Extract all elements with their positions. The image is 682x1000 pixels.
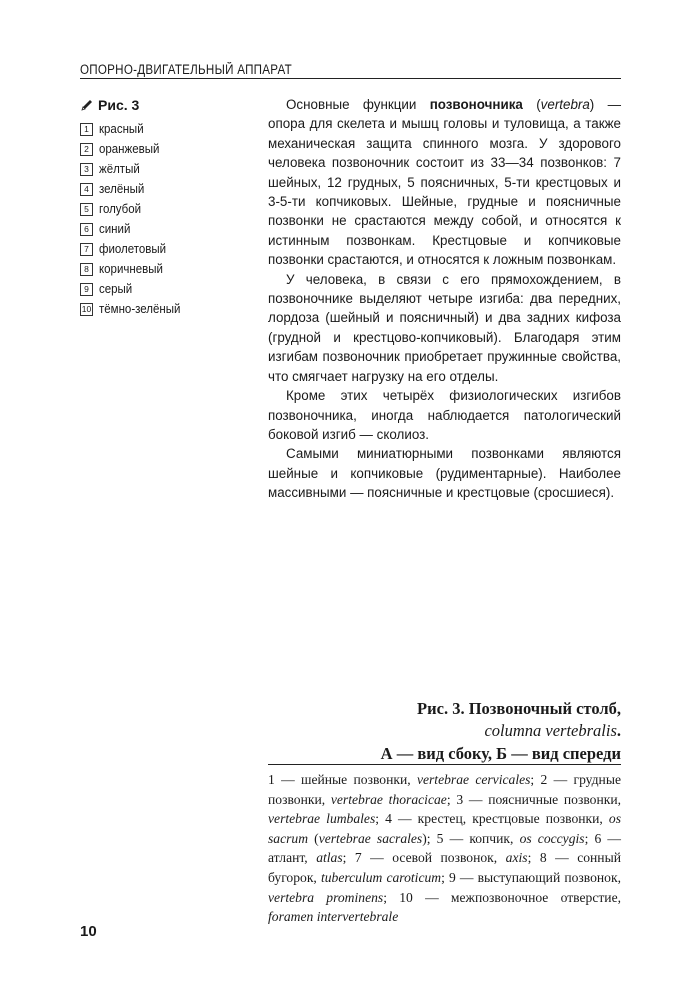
- legend-title: [80, 97, 250, 113]
- legend-number-box: 6: [80, 223, 93, 236]
- caption-latin-end: .: [616, 721, 621, 740]
- legend-item: [80, 219, 250, 239]
- legend-color-label: тёмно-зелёный: [99, 302, 181, 316]
- legend-color-label: коричневый: [99, 262, 163, 276]
- text-run: Основные функции: [286, 97, 430, 112]
- text-run: ) — опора для скелета и мышц головы и туловища, а также механическая защита спинного мозга. У здорового человека позвоночник состоит из 33—34 позвонков: 7 шейных, 12 грудных, 5 поясничных, 5-ти крестцовых и 3-5-ти копчиковых. Шейные, грудные и поясничные позвонки не срастаются между собой, и относятся к истинным позвонкам. Крестцовые и копчиковые позвонки срастаются, и относятся к ложным позвонкам.: [268, 97, 621, 268]
- latin-term: vertebra: [540, 97, 590, 112]
- legend-number-box: 4: [80, 183, 93, 196]
- text-run: ; 10 — межпозвоночное отверстие,: [383, 889, 622, 905]
- caption-views: А — вид сбоку, Б — вид спереди: [380, 744, 621, 763]
- text-run: ; 2 — грудные позвонки,: [268, 772, 621, 807]
- text-run: ; 8 — сонный бугорок,: [268, 850, 621, 885]
- legend-color-label: голубой: [99, 202, 142, 216]
- legend-number-box: 9: [80, 283, 93, 296]
- legend-title-text: Рис. 3: [98, 97, 140, 113]
- text-run: (: [522, 97, 541, 112]
- paragraph: Кроме этих четырёх физиологических изгибов позвоночника, иногда наблюдается патологический боковой изгиб — сколиоз.: [268, 388, 621, 442]
- legend-color-label: серый: [99, 282, 133, 296]
- text-run: ; 3 — поясничные позвонки,: [446, 791, 621, 807]
- text-run: ; 7 — осевой позвонок,: [342, 850, 506, 866]
- legend-number-box: 5: [80, 203, 93, 216]
- legend-number-box: 3: [80, 163, 93, 176]
- color-legend: [80, 97, 250, 319]
- latin-term: os coccygis: [519, 830, 585, 846]
- latin-term: vertebrae thoracicae: [330, 791, 447, 807]
- legend-item: [80, 199, 250, 219]
- figure-caption: [268, 698, 621, 766]
- latin-term: vertebrae lumbales: [268, 811, 376, 827]
- legend-item: [80, 299, 250, 319]
- caption-rule: [268, 764, 621, 765]
- paragraph: У человека, в связи с его прямохождением, в позвоночнике выделяют четыре изгиба: два передних, лордоза (шейный и поясничный) и два задних кифоза (грудной и крестцово-копчиковый). Благодаря этим изгибам позвоночник приобретает пружинные свойства, что смягчает нагрузку на его отделы.: [268, 271, 621, 384]
- caption-title: Рис. 3. Позвоночный столб,: [417, 699, 621, 718]
- latin-term: foramen intervertebrale: [268, 909, 399, 925]
- latin-term: os sacrum: [268, 811, 621, 846]
- legend-number-box: 1: [80, 123, 93, 136]
- legend-item: [80, 139, 250, 159]
- bold-term: позвоночника: [429, 97, 523, 112]
- legend-item: [80, 179, 250, 199]
- caption-latin: columna vertebralis: [484, 721, 617, 740]
- legend-color-label: красный: [99, 122, 144, 136]
- legend-color-label: жёлтый: [99, 162, 140, 176]
- legend-color-label: оранжевый: [99, 142, 160, 156]
- legend-list: [80, 119, 250, 319]
- legend-item: [80, 259, 250, 279]
- text-run: ); 5 — копчик,: [422, 830, 520, 846]
- latin-term: axis: [505, 850, 528, 866]
- text-run: 1 — шейные позвонки,: [268, 772, 417, 787]
- latin-term: vertebra prominens: [268, 889, 384, 905]
- legend-number-box: 8: [80, 263, 93, 276]
- text-run: (: [308, 830, 319, 846]
- legend-color-label: зелёный: [99, 182, 145, 196]
- paragraph: Самыми миниатюрными позвонками являются шейные и копчиковые (рудиментарные). Наиболее массивными — поясничные и крестцовые (сросшиеся).: [268, 446, 621, 501]
- legend-item: [80, 239, 250, 259]
- caption-legend: [268, 770, 621, 927]
- legend-item: [80, 159, 250, 179]
- legend-number-box: 7: [80, 243, 93, 256]
- running-header: ОПОРНО-ДВИГАТЕЛЬНЫЙ АППАРАТ: [80, 62, 292, 77]
- latin-term: atlas: [316, 850, 343, 866]
- latin-term: tuberculum caroticum: [320, 869, 442, 885]
- page-number: 10: [80, 923, 97, 940]
- latin-term: vertebrae cervicales: [416, 772, 531, 787]
- legend-item: [80, 279, 250, 299]
- legend-number-box: 10: [81, 303, 92, 314]
- main-text: [268, 95, 621, 503]
- header-rule: [80, 78, 621, 79]
- text-run: ; 4 — крестец, крестцовые позвонки,: [375, 811, 609, 827]
- caption-latin-line: [268, 720, 621, 742]
- legend-number-box: 2: [80, 143, 93, 156]
- legend-color-label: фиолетовый: [99, 242, 167, 256]
- legend-item: [80, 119, 250, 139]
- legend-color-label: синий: [99, 222, 131, 236]
- pencil-icon: [80, 98, 94, 112]
- latin-term: vertebrae sacrales: [318, 830, 423, 846]
- paragraph: [268, 95, 621, 270]
- text-run: ; 6 — атлант,: [268, 830, 622, 866]
- text-run: ; 9 — выступающий позвонок,: [441, 869, 621, 885]
